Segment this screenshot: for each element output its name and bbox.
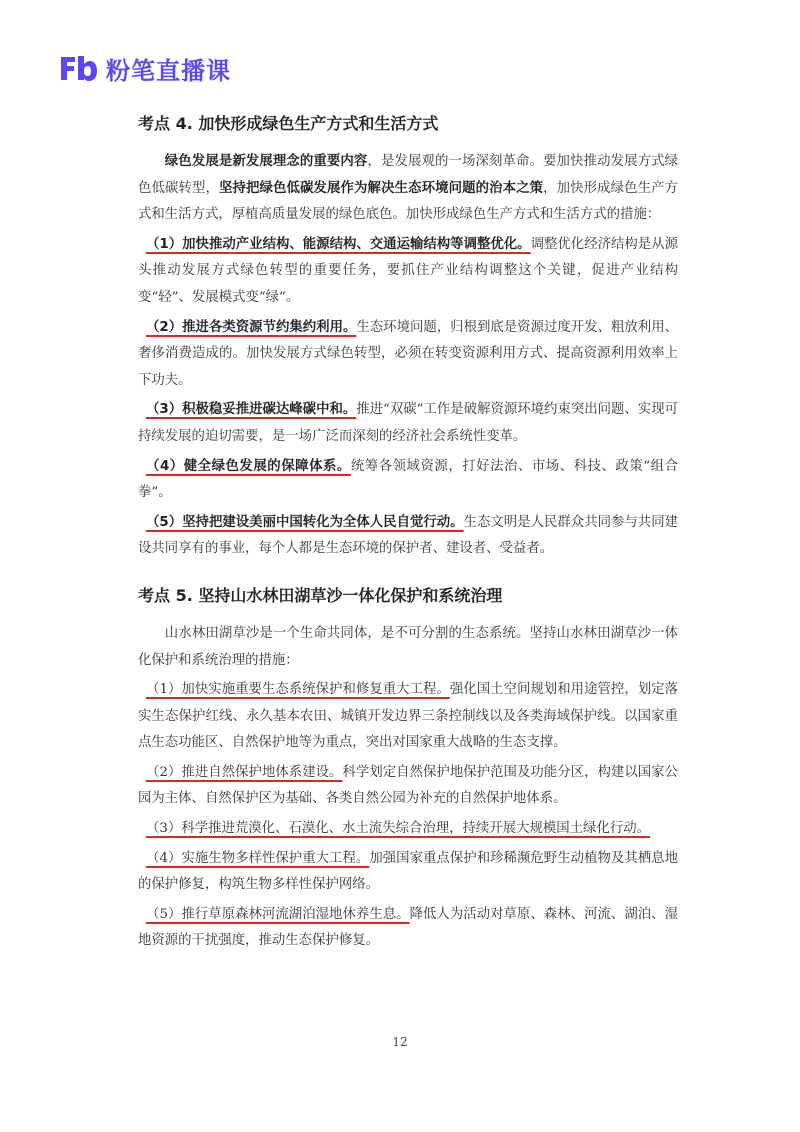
item-title: （3）科学推进荒漠化、石漠化、水土流失综合治理，持续开展大规模国土绿化行动。 — [146, 821, 651, 837]
item-text: 统筹各领域资源，打好法治、市场、科技、政策“组合拳”。 — [138, 458, 678, 501]
section4-item — [138, 232, 678, 312]
section4-intro — [138, 149, 678, 229]
item-title: （5）推行草原森林河流湖泊湿地休养生息。 — [146, 906, 410, 922]
document-body — [138, 113, 678, 955]
section5-item — [138, 846, 678, 899]
section4-intro-key: 坚持把绿色低碳发展作为解决生态环境问题的治本之策 — [219, 180, 544, 196]
item-text: 生态文明是人民群众共同参与共同建设共同享有的事业，每个人都是生态环境的保护者、建设者、受益者。 — [138, 514, 678, 557]
section4-intro-text1: ，是发展观的一场深刻革命。要加快推动发展方式绿色低碳转型， — [138, 154, 679, 196]
item-title: （1）加快推动产业结构、能源结构、交通运输结构等调整优化。 — [146, 236, 531, 252]
item-title: （5）坚持把建设美丽中国转化为全体人民自觉行动。 — [146, 514, 464, 530]
section4-item — [138, 510, 678, 563]
section4-intro-text2: ，加快形成绿色生产方式和生活方式，厚植高质量发展的绿色底色。加快形成绿色生产方式和生活方式的措施： — [138, 180, 679, 223]
brand-name: 粉笔直播课 — [106, 56, 231, 85]
section4-item — [138, 397, 678, 450]
fb-logo-icon — [58, 53, 98, 83]
section5-item — [138, 677, 678, 757]
item-text: 推进“双碳”工作是破解资源环境约束突出问题、实现可持续发展的迫切需要，是一场广泛而深刻的经济社会系统性变革。 — [138, 402, 678, 444]
page-number: 12 — [392, 1035, 408, 1049]
section4-intro-lead: 绿色发展是新发展理念的重要内容 — [164, 154, 368, 169]
section5-item — [138, 760, 678, 813]
section5-intro: 山水林田湖草沙是一个生命共同体，是不可分割的生态系统。坚持山水林田湖草沙一体化保护和系统治理的措施： — [138, 625, 678, 668]
item-text: 加强国家重点保护和珍稀濒危野生动植物及其栖息地的保护修复，构筑生物多样性保护网络。 — [138, 850, 678, 893]
item-text: 降低人为活动对草原、森林、河流、湖泊、湿地资源的干扰强度，推动生态保护修复。 — [138, 906, 678, 949]
item-text: 调整优化经济结构是从源头推动发展方式绿色转型的重要任务，要抓住产业结构调整这个关键，促进产业结构变“轻”、发展模式变“绿”。 — [138, 236, 678, 305]
item-title: （2）推进自然保护地体系建设。 — [146, 764, 343, 780]
item-text: 强化国土空间规划和用途管控，划定落实生态保护红线、永久基本农田、城镇开发边界三条控制线以及各类海域保护线。以国家重点生态功能区、自然保护地等为重点，突出对国家重大战略的生态支撑。 — [138, 682, 678, 751]
section5-heading: 考点 5. 坚持山水林田湖草沙一体化保护和系统治理 — [138, 585, 503, 605]
item-title: （3）积极稳妥推进碳达峰碳中和。 — [146, 402, 357, 418]
item-text: 科学划定自然保护地保护范围及功能分区，构建以国家公园为主体、自然保护区为基础、各类自然公园为补充的自然保护地体系。 — [138, 764, 678, 807]
item-title: （1）加快实施重要生态系统保护和修复重大工程。 — [146, 682, 450, 698]
item-title: （4）实施生物多样性保护重大工程。 — [146, 850, 370, 866]
item-text: 生态环境问题，归根到底是资源过度开发、粗放利用、奢侈消费造成的。加快发展方式绿色转型，必须在转变资源利用方式、提高资源利用效率上下功夫。 — [138, 319, 678, 388]
item-title: （4）健全绿色发展的保障体系。 — [146, 458, 351, 474]
brand-logo — [58, 50, 231, 86]
section4-item — [138, 315, 678, 395]
section4-item — [138, 454, 678, 507]
section5-item — [138, 816, 678, 843]
item-title: （2）推进各类资源节约集约利用。 — [146, 319, 357, 335]
section5-item — [138, 902, 678, 955]
section4-heading: 考点 4. 加快形成绿色生产方式和生活方式 — [138, 114, 439, 133]
